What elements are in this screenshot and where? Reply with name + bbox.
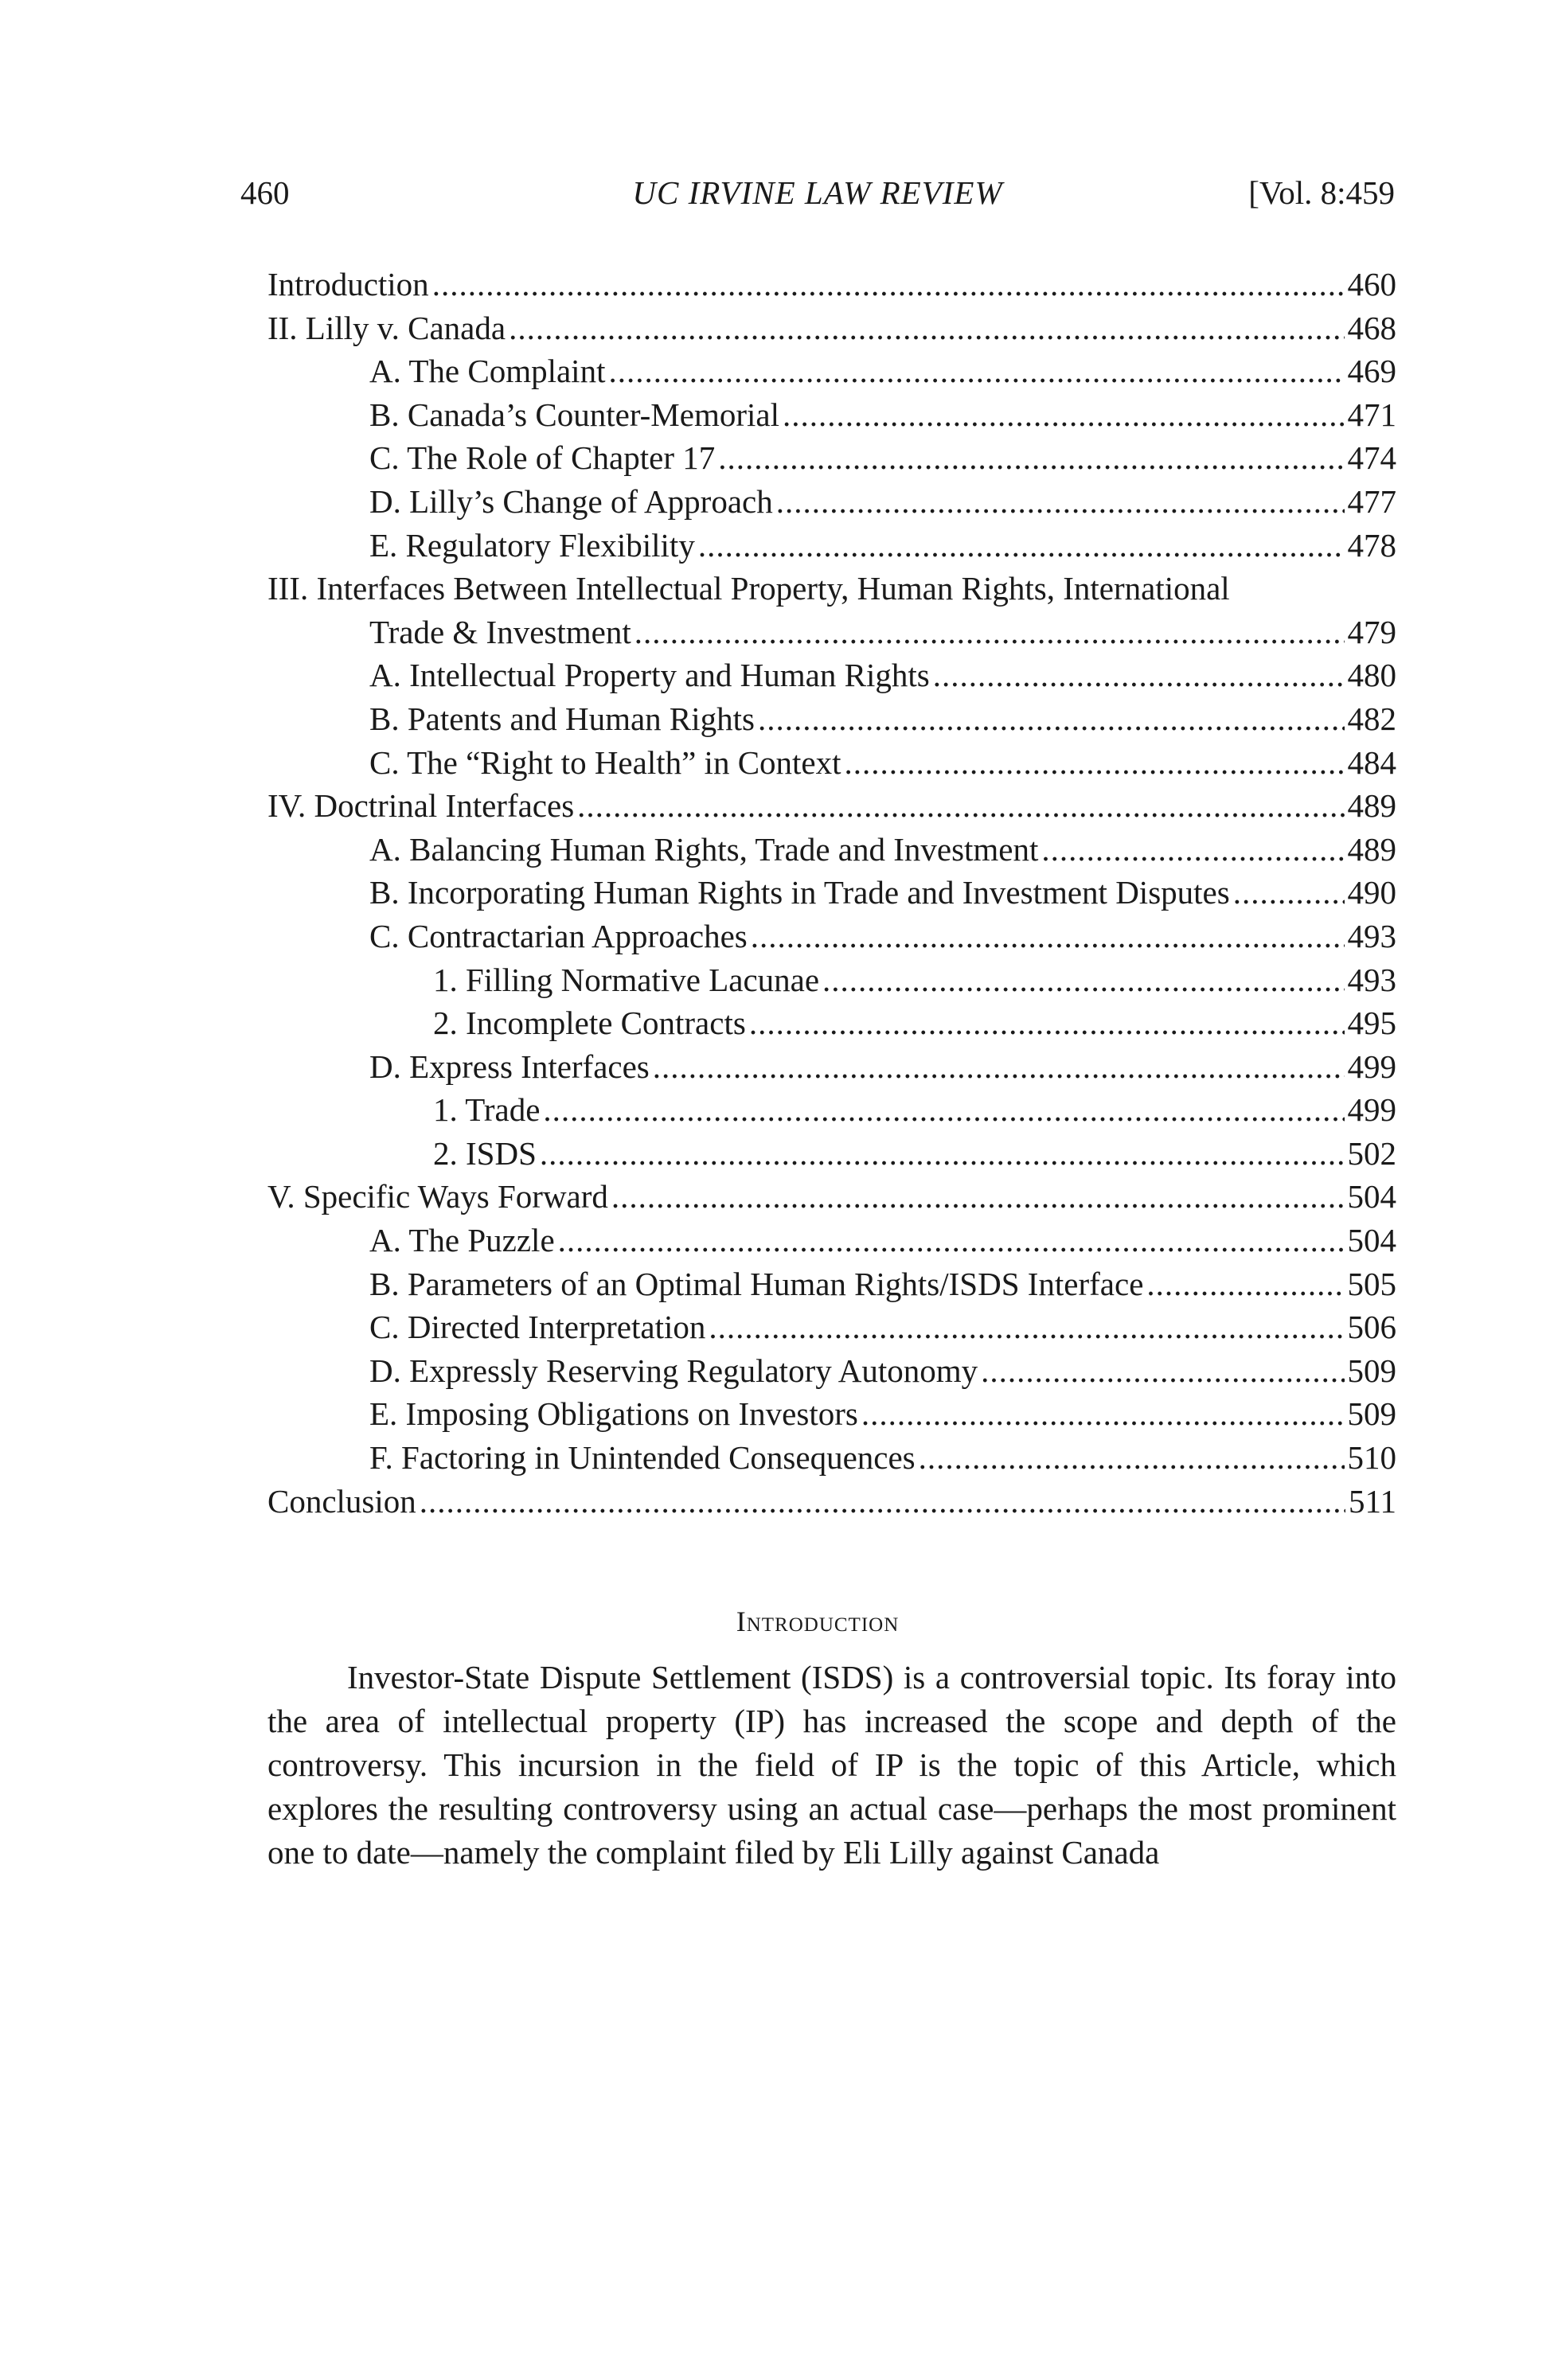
toc-entry-page: 509 [1347,1352,1396,1389]
toc-dot-leader [822,958,1344,1002]
toc-entry-label: B. Patents and Human Rights [369,700,756,737]
toc-entry-page: 482 [1347,700,1396,737]
toc-entry-label: V. Specific Ways Forward [267,1178,608,1215]
toc-entry [267,436,1396,480]
toc-entry [267,741,1396,785]
toc-entry-page: 460 [1347,266,1396,302]
toc-dot-leader [749,1001,1345,1045]
toc-entry-label: 2. Incomplete Contracts [433,1005,746,1042]
toc-dot-leader [751,915,1345,958]
section-heading: Introduction [736,1606,900,1637]
toc-entry-label: Conclusion [267,1482,416,1520]
toc-dot-leader [758,697,1344,741]
toc-entry [267,393,1396,437]
toc-dot-leader [861,1392,1345,1436]
toc-dot-leader [709,1305,1344,1349]
toc-entry-page: 493 [1347,917,1396,954]
toc-dot-leader [718,436,1344,480]
toc-entry [267,654,1396,697]
toc-dot-leader [634,611,1345,654]
toc-entry-label: F. Factoring in Unintended Consequences [369,1439,916,1477]
running-header [240,174,1395,221]
toc-dot-leader [611,1175,1345,1219]
toc-dot-leader [540,1132,1345,1176]
toc-entry-page: 499 [1347,1091,1396,1129]
toc-dot-leader [698,524,1345,568]
toc-dot-leader [420,1480,1345,1524]
toc-dot-leader [776,480,1345,524]
toc-entry-page: 477 [1347,482,1396,520]
toc-entry-page: 489 [1347,830,1396,868]
toc-entry [267,1436,1396,1480]
volume-citation: [Vol. 8:459 [1248,174,1395,211]
toc-entry [267,1175,1396,1219]
toc-dot-leader [845,741,1345,785]
toc-dot-leader [933,654,1345,697]
toc-entry-label: III. Interfaces Between Intellectual Property, Human Rights, International [267,570,1230,607]
toc-dot-leader [1233,871,1345,915]
toc-entry [267,871,1396,915]
page-number: 460 [240,174,290,211]
toc-entry-label: C. The Role of Chapter 17 [369,439,716,477]
toc-entry-label: A. The Puzzle [369,1222,555,1259]
toc-dot-leader [558,1219,1345,1262]
toc-entry [267,784,1396,828]
toc-entry [267,915,1396,958]
toc-entry [267,1132,1396,1176]
toc-entry [267,524,1396,568]
toc-entry-label: IV. Doctrinal Interfaces [267,787,575,825]
toc-entry-page: 478 [1347,526,1396,564]
toc-entry [267,1480,1396,1524]
toc-entry [267,1088,1396,1132]
toc-entry-label: C. Directed Interpretation [369,1309,706,1346]
toc-entry-label: B. Canada’s Counter-Memorial [369,396,779,433]
table-of-contents [267,263,1396,1523]
toc-entry [267,1001,1396,1045]
toc-entry-page: 511 [1349,1482,1396,1520]
toc-entry [267,828,1396,872]
toc-dot-leader [1041,828,1344,872]
toc-entry-label: D. Expressly Reserving Regulatory Autonomy [369,1352,978,1389]
toc-dot-leader [1146,1262,1344,1306]
toc-entry-label: D. Express Interfaces [369,1048,650,1085]
toc-entry-page: 506 [1347,1309,1396,1346]
toc-dot-leader [783,393,1345,437]
toc-entry-page: 502 [1347,1134,1396,1172]
toc-entry [267,1392,1396,1436]
toc-entry-label: C. The “Right to Health” in Context [369,743,841,781]
toc-entry [267,480,1396,524]
toc-entry-page: 479 [1347,613,1396,650]
toc-entry-page: 471 [1347,396,1396,433]
toc-entry [267,306,1396,350]
toc-entry-page: 490 [1347,874,1396,911]
toc-entry-label: 2. ISDS [433,1134,537,1172]
toc-entry-label: Trade & Investment [369,613,631,650]
toc-entry-page: 499 [1347,1048,1396,1085]
toc-dot-leader [919,1436,1345,1480]
toc-entry [267,567,1396,611]
toc-entry-page: 510 [1347,1439,1396,1477]
toc-entry-label: D. Lilly’s Change of Approach [369,482,773,520]
toc-entry-page: 509 [1347,1395,1396,1433]
toc-entry-page: 505 [1347,1265,1396,1302]
toc-dot-leader [653,1045,1345,1089]
toc-entry [267,1349,1396,1393]
toc-entry-page: 504 [1347,1178,1396,1215]
toc-entry [267,263,1396,306]
toc-entry-page: 489 [1347,787,1396,825]
toc-entry-label: Introduction [267,266,429,302]
toc-dot-leader [608,349,1344,393]
toc-entry-page: 484 [1347,743,1396,781]
toc-dot-leader [577,784,1344,828]
toc-entry-label: E. Regulatory Flexibility [369,526,695,564]
toc-entry-label: II. Lilly v. Canada [267,309,506,346]
toc-entry-label: C. Contractarian Approaches [369,917,748,954]
toc-entry-label: E. Imposing Obligations on Investors [369,1395,858,1433]
toc-entry-page: 468 [1347,309,1396,346]
toc-entry [267,349,1396,393]
toc-entry [267,1262,1396,1306]
toc-entry [267,958,1396,1002]
toc-entry [267,697,1396,741]
toc-entry [267,1219,1396,1262]
toc-entry-label: 1. Trade [433,1091,541,1129]
toc-dot-leader [509,306,1344,350]
journal-title: UC IRVINE LAW REVIEW [632,174,1003,211]
toc-entry [267,1305,1396,1349]
toc-entry-label: A. Intellectual Property and Human Rights [369,657,930,694]
toc-entry-label: 1. Filling Normative Lacunae [433,961,820,998]
toc-entry-page: 480 [1347,657,1396,694]
body-paragraph: Investor-State Dispute Settlement (ISDS) is a controversial topic. Its foray into the area of intellectual property (IP) has increased the scope and depth of the controversy. This incursion in the field of IP is the topic of this Article, which explores the resulting controversy using an actual case—perhaps the most prominent one to date—namely the complaint filed by Eli Lilly against Canada [267,1659,1396,1871]
toc-entry [267,611,1396,654]
toc-entry-page: 469 [1347,353,1396,390]
toc-dot-leader [981,1349,1344,1393]
toc-dot-leader [543,1088,1344,1132]
toc-entry [267,1045,1396,1089]
toc-entry-label: A. Balancing Human Rights, Trade and Investment [369,830,1039,868]
toc-entry-label: A. The Complaint [369,353,606,390]
toc-entry-page: 474 [1347,439,1396,477]
toc-entry-label: B. Parameters of an Optimal Human Rights/ISDS Interface [369,1265,1144,1302]
toc-dot-leader [432,263,1345,306]
toc-entry-page: 493 [1347,961,1396,998]
toc-entry-page: 504 [1347,1222,1396,1259]
toc-entry-page: 495 [1347,1005,1396,1042]
toc-entry-label: B. Incorporating Human Rights in Trade and Investment Disputes [369,874,1230,911]
